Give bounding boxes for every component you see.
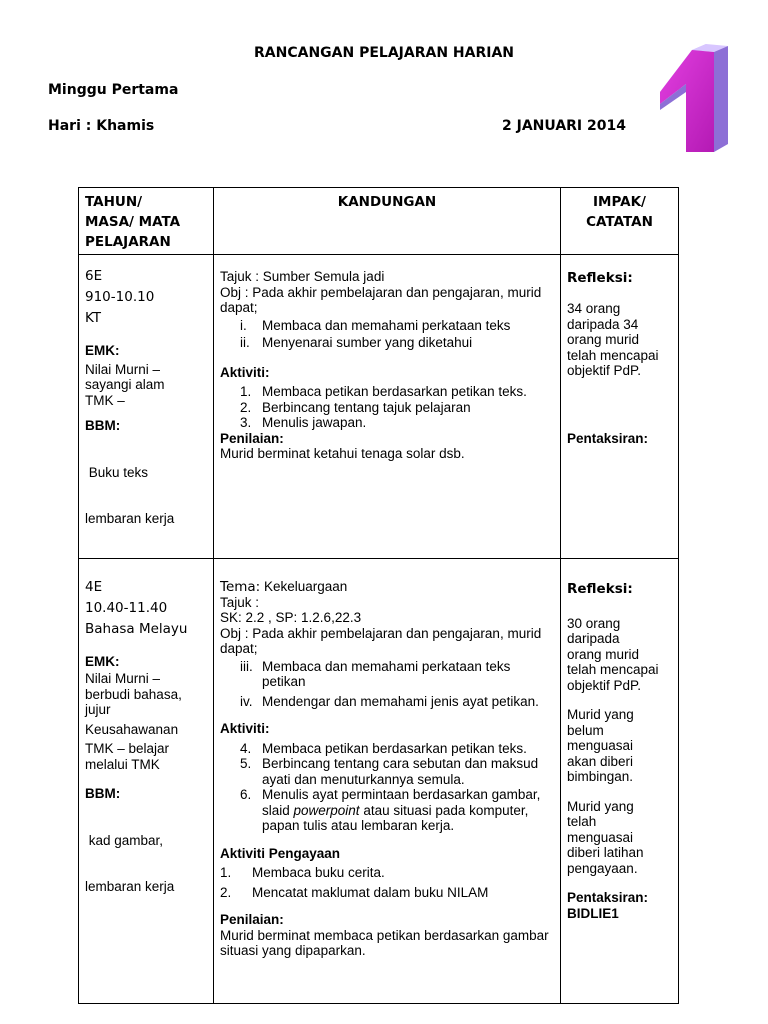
- list-item: 2. Mencatat maklumat dalam buku NILAM: [220, 884, 489, 900]
- list-item: iv. Mendengar dan memahami jenis ayat petikan.: [240, 693, 539, 709]
- list-item: 1. Membaca buku cerita.: [220, 865, 385, 880]
- emk-text: Nilai Murni – berbudi bahasa, jujur Keusahawanan TMK – belajar melalui TMK: [85, 671, 182, 772]
- sk-sp-text: SK: 2.2 , SP: 1.2.6,22.3: [220, 610, 362, 625]
- bbm-text: kad gambar, lembaran kerja: [85, 832, 175, 894]
- refleksi-label: Refleksi:: [567, 580, 633, 597]
- header-impak-catatan: IMPAK/ CATATAN: [561, 188, 679, 255]
- emk-label: EMK:: [85, 343, 120, 358]
- objective-text: Obj : Pada akhir pembelajaran dan pengajaran, murid dapat;: [220, 625, 542, 656]
- subject: KT: [85, 310, 102, 326]
- list-item: 3. Menulis jawapan.: [240, 415, 367, 430]
- emk-text: Nilai Murni – sayangi alam TMK –: [85, 361, 165, 408]
- pengayaan-label: Aktiviti Pengayaan: [220, 845, 341, 861]
- bbm-label: BBM:: [85, 786, 121, 801]
- number-one-graphic: [652, 40, 732, 160]
- table-header-row: [79, 188, 679, 255]
- bbm-label: BBM:: [85, 418, 121, 433]
- tajuk-text: Tajuk : Sumber Semula jadi: [220, 269, 385, 284]
- list-item: i. Membaca dan memahami perkataan teks: [240, 317, 511, 333]
- subject: Bahasa Melayu: [85, 620, 188, 637]
- list-item: ii. Menyenarai sumber yang diketahui: [240, 335, 473, 350]
- header-kandungan: KANDUNGAN: [214, 188, 561, 255]
- class-time: 10.40-11.40: [85, 599, 168, 616]
- row1-content: [214, 255, 561, 559]
- list-item: iii. Membaca dan memahami perkataan teks petikan: [240, 658, 511, 689]
- pentaksiran-label: Pentaksiran:: [567, 890, 649, 905]
- emk-label: EMK:: [85, 653, 120, 669]
- row2-content: [214, 558, 561, 1003]
- pentaksiran-label: Pentaksiran:: [567, 430, 649, 446]
- note-belum-menguasai: Murid yang belum menguasai akan diberi bimbingan.: [567, 707, 634, 784]
- list-item: 6. Menulis ayat permintaan berdasarkan gambar, slaid powerpoint atau situasi pada komputer, papan tulis atau lembaran kerja.: [240, 787, 541, 833]
- week-label: Minggu Pertama: [48, 82, 179, 98]
- refleksi-text: 30 orang daripada orang murid telah mencapai objektif PdP.: [567, 615, 659, 693]
- row2-impact: [561, 558, 679, 1003]
- list-item: 4. Membaca petikan berdasarkan petikan teks.: [240, 740, 527, 756]
- penilaian-label: Penilaian:: [220, 430, 284, 446]
- document-title: RANCANGAN PELAJARAN HARIAN: [254, 45, 514, 61]
- header-tahun-masa: TAHUN/ MASA/ MATA PELAJARAN: [79, 188, 214, 255]
- aktiviti-label: Aktiviti:: [220, 721, 270, 736]
- table-row: [79, 255, 679, 559]
- list-item: 1. Membaca petikan berdasarkan petikan teks.: [240, 384, 527, 399]
- tema-label: Tema:: [220, 578, 261, 595]
- date-label: 2 JANUARI 2014: [502, 118, 626, 134]
- note-telah-menguasai: Murid yang telah menguasai diberi latihan pengayaan.: [567, 798, 644, 876]
- tema-value: Kekeluargaan: [260, 578, 348, 594]
- lesson-plan-table: [78, 187, 679, 1004]
- class-time: 910-10.10: [85, 289, 155, 305]
- tema-line: [220, 579, 554, 595]
- class-name: 6E: [85, 268, 103, 284]
- day-label: Hari : Khamis: [48, 118, 155, 134]
- penilaian-text: Murid berminat ketahui tenaga solar dsb.: [220, 446, 465, 461]
- objective-text: Obj : Pada akhir pembelajaran dan pengajaran, murid dapat;: [220, 284, 542, 315]
- table-row: [79, 558, 679, 1003]
- refleksi-text: 34 orang daripada 34 orang murid telah mencapai objektif PdP.: [567, 301, 659, 378]
- pentaksiran-value: BIDLIE1: [567, 905, 619, 921]
- row1-class-info: [79, 255, 214, 559]
- bbm-text: Buku teks lembaran kerja: [85, 464, 175, 526]
- aktiviti-label: Aktiviti:: [220, 364, 270, 380]
- penilaian-text: Murid berminat membaca petikan berdasarkan gambar situasi yang dipaparkan.: [220, 927, 549, 958]
- class-name: 4E: [85, 578, 103, 595]
- list-item: 2. Berbincang tentang tajuk pelajaran: [240, 399, 471, 415]
- refleksi-label: Refleksi:: [567, 270, 633, 286]
- row1-impact: [561, 255, 679, 559]
- list-item: 5. Berbincang tentang cara sebutan dan maksud ayati dan menuturkannya semula.: [240, 756, 539, 787]
- tajuk-text: Tajuk :: [220, 594, 260, 610]
- penilaian-label: Penilaian:: [220, 912, 284, 927]
- row2-class-info: [79, 558, 214, 1003]
